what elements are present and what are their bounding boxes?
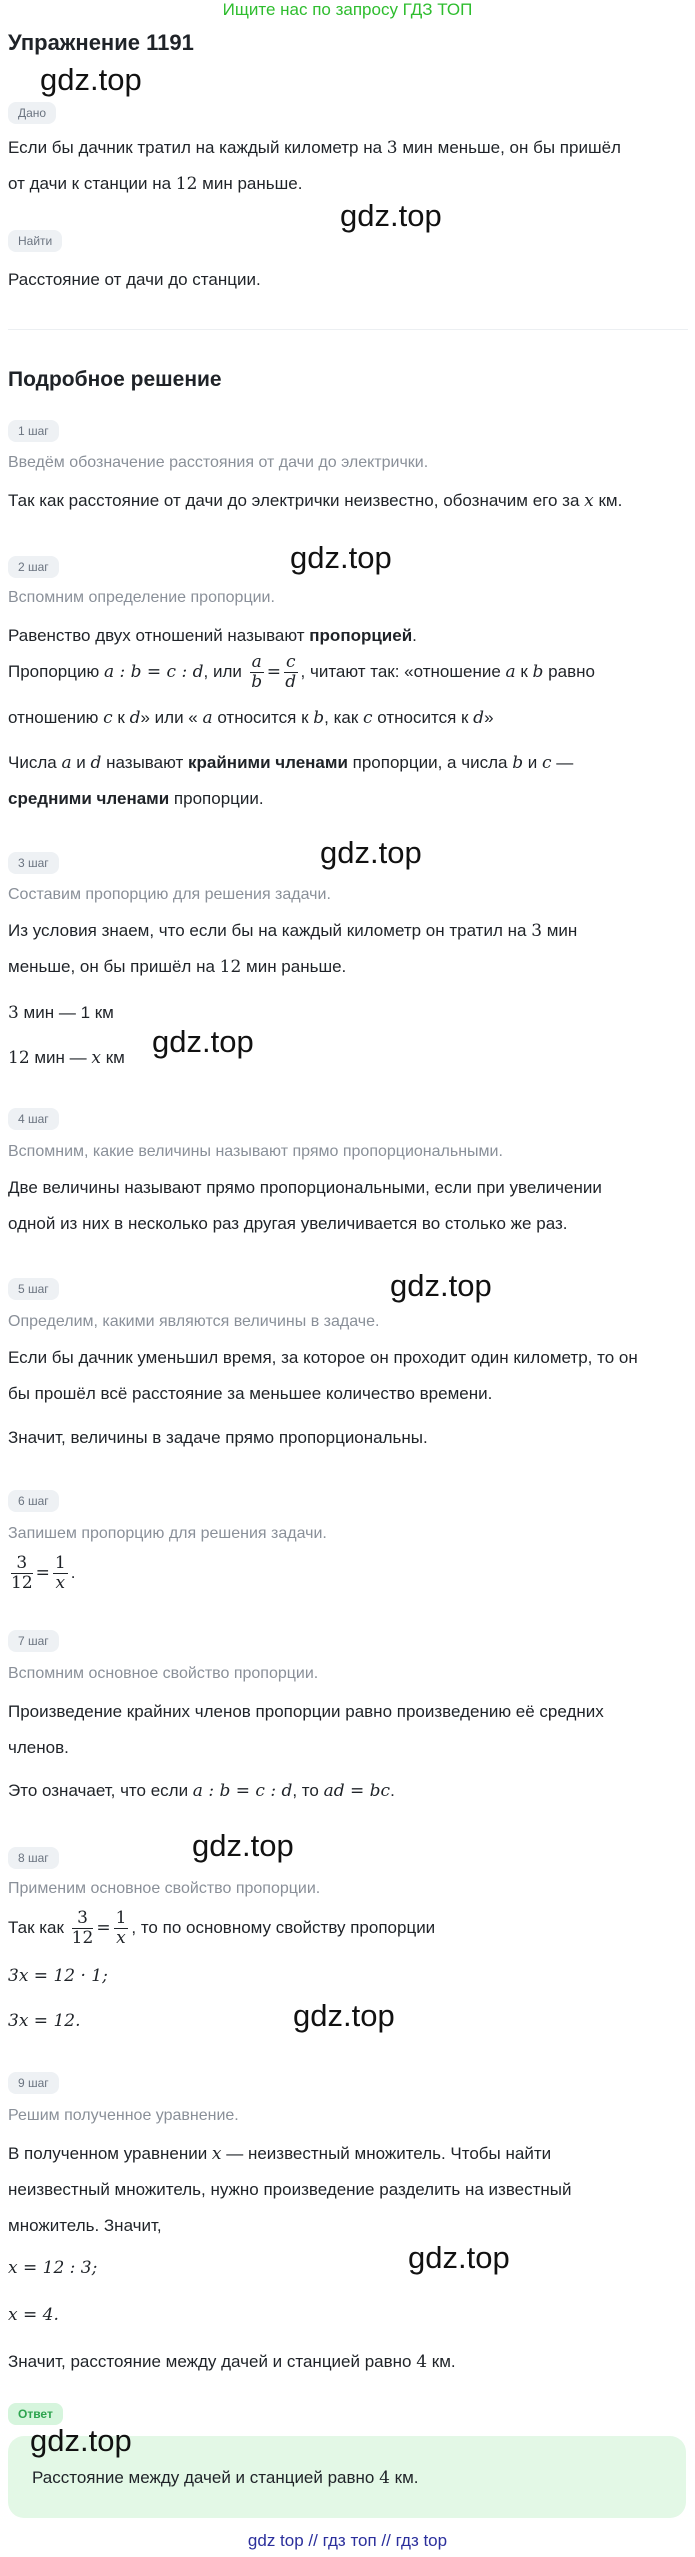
answer-label: Ответ — [8, 2403, 63, 2425]
step-3-label: 3 шаг — [8, 852, 59, 874]
step-6-label: 6 шаг — [8, 1490, 59, 1512]
step-3-text: Из условия знаем, что если бы на каждый километр он тратил на 3 мин меньше, он бы пришёл на 12 мин раньше. — [8, 921, 578, 977]
find-text: Расстояние от дачи до станции. — [8, 270, 261, 289]
watermark: gdz.top — [320, 835, 422, 870]
step-9-eq-1: x = 12 : 3; — [8, 2258, 98, 2278]
step-3-hint: Составим пропорцию для решения задачи. — [8, 886, 331, 903]
step-8-hint: Применим основное свойство пропорции. — [8, 1880, 321, 1897]
step-8-eq-1: 3x = 12 · 1; — [8, 1966, 108, 1986]
step-3-ratio-1: 3 мин — 1 км — [8, 1003, 114, 1023]
step-9-conclusion: Значит, расстояние между дачей и станцией равно 4 км. — [8, 2352, 456, 2372]
step-2-definition: Равенство двух отношений называют пропорцией. — [8, 626, 417, 645]
step-2-hint: Вспомним определение пропорции. — [8, 589, 275, 606]
watermark: gdz.top — [390, 1268, 492, 1303]
step-9-text: В полученном уравнении x — неизвестный множитель. Чтобы найти неизвестный множитель, нужно произведение разделить на известный множитель. Значит, — [8, 2144, 572, 2235]
step-5-hint: Определим, какими являются величины в задаче. — [8, 1313, 380, 1330]
step-8-eq-2: 3x = 12. — [8, 2011, 81, 2031]
watermark: gdz.top — [293, 1998, 395, 2033]
step-7-hint: Вспомним основное свойство пропорции. — [8, 1665, 319, 1682]
watermark: gdz.top — [192, 1828, 294, 1863]
step-2-label: 2 шаг — [8, 556, 59, 578]
step-6-hint: Запишем пропорцию для решения задачи. — [8, 1525, 327, 1542]
divider — [8, 329, 688, 330]
step-3-ratio-2: 12 мин — x км — [8, 1048, 125, 1068]
step-9-label: 9 шаг — [8, 2072, 59, 2094]
answer-text: Расстояние между дачей и станцией равно 4 км. — [32, 2468, 419, 2488]
solution-title: Подробное решение — [8, 368, 222, 391]
step-9-eq-2: x = 4. — [8, 2305, 59, 2325]
step-8-text: Так как $\frac{3}{12}$ = $\frac{1}{x}$ , то по основному свойству пропорции — [8, 1908, 436, 1949]
step-4-text: Две величины называют прямо пропорциональными, если при увеличении одной из них в несколько раз другая увеличивается во столько же раз. — [8, 1178, 602, 1233]
watermark: gdz.top — [40, 62, 142, 97]
step-1-label: 1 шаг — [8, 420, 59, 442]
watermark: gdz.top — [340, 198, 442, 233]
watermark: gdz.top — [152, 1024, 254, 1059]
step-9-hint: Решим полученное уравнение. — [8, 2107, 239, 2124]
watermark: gdz.top — [290, 540, 392, 575]
step-2-reading: Пропорцию a : b = c : d, или $\frac{a}{b}$ = $\frac{c}{d}$ , читают так: «отношение a к b равно — [8, 652, 595, 693]
watermark: gdz.top — [30, 2423, 132, 2458]
step-5-conclusion: Значит, величины в задаче прямо пропорциональны. — [8, 1428, 428, 1447]
step-1-text: Так как расстояние от дачи до электрички неизвестно, обозначим его за x км. — [8, 491, 623, 511]
step-7-text: Произведение крайних членов пропорции равно произведению её средних членов. — [8, 1702, 604, 1757]
step-5-label: 5 шаг — [8, 1278, 59, 1300]
footer-links[interactable]: gdz top // гдз топ // гдз top — [247, 2531, 448, 2550]
given-text: Если бы дачник тратил на каждый километр на 3 мин меньше, он бы пришёл от дачи к станции на 12 мин раньше. — [8, 138, 621, 194]
search-banner[interactable]: Ищите нас по запросу ГДЗ ТОП — [222, 0, 473, 19]
step-8-label: 8 шаг — [8, 1847, 59, 1869]
find-label: Найти — [8, 230, 62, 252]
step-4-label: 4 шаг — [8, 1108, 59, 1130]
step-7-label: 7 шаг — [8, 1630, 59, 1652]
step-1-hint: Введём обозначение расстояния от дачи до электрички. — [8, 454, 429, 471]
watermark: gdz.top — [408, 2240, 510, 2275]
step-2-reading-cont: отношению c к d» или « a относится к b, как c относится к d» — [8, 708, 494, 728]
given-label: Дано — [8, 102, 56, 124]
step-2-members: Числа a и d называют крайними членами пропорции, а числа b и c — средними членами пропорции. — [8, 753, 574, 808]
step-4-hint: Вспомним, какие величины называют прямо пропорциональными. — [8, 1143, 503, 1160]
step-7-rule: Это означает, что если a : b = c : d, то ad = bc. — [8, 1781, 395, 1801]
page-title: Упражнение 1191 — [8, 30, 194, 55]
step-5-text: Если бы дачник уменьшил время, за которое он проходит один километр, то он бы прошёл всё расстояние за меньшее количество времени. — [8, 1348, 638, 1403]
step-6-proportion: $\frac{3}{12}$ = $\frac{1}{x}$ . — [11, 1553, 76, 1594]
